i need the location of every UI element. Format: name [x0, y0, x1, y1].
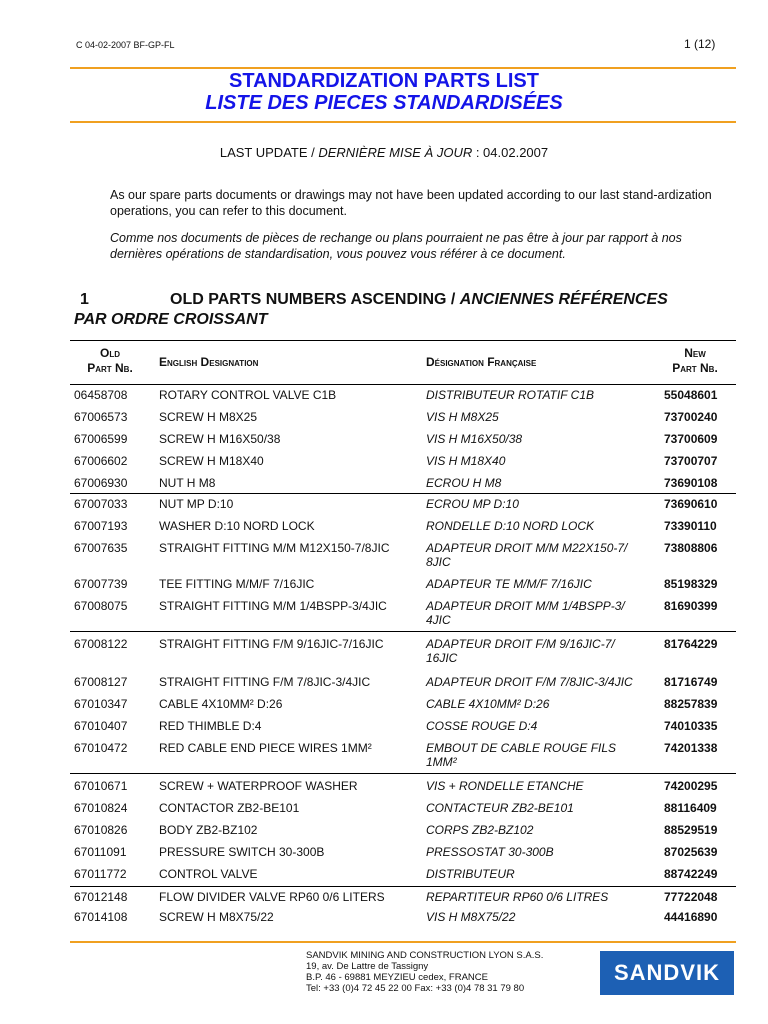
- new-part-number: 73390110: [664, 519, 717, 533]
- new-part-number: 81716749: [664, 675, 718, 689]
- french-designation: VIS + RONDELLE ETANCHE: [426, 779, 584, 793]
- intro-paragraph-en: As our spare parts documents or drawings may not have been updated according to our last stand-ardization operations, you can refer to this document.: [110, 188, 712, 218]
- english-designation: TEE FITTING M/M/F 7/16JIC: [159, 577, 315, 591]
- header-new-part-line1: New: [684, 346, 706, 360]
- title-divider: [70, 121, 736, 123]
- old-part-number: 67010472: [74, 741, 128, 755]
- doc-reference: C 04-02-2007 BF-GP-FL: [76, 40, 175, 50]
- footer-divider: [70, 941, 736, 943]
- french-designation: VIS H M16X50/38: [426, 432, 523, 446]
- old-part-number: 67010347: [74, 697, 128, 711]
- phone-fax: Tel: +33 (0)4 72 45 22 00 Fax: +33 (0)4 78 31 79 80: [306, 983, 525, 994]
- french-designation: REPARTITEUR RP60 0/6 LITRES: [426, 890, 609, 904]
- new-part-number: 81764229: [664, 637, 718, 651]
- section-title-fr-line2: PAR ORDRE CROISSANT: [74, 311, 268, 328]
- old-part-number: 67014108: [74, 910, 128, 924]
- english-designation: RED THIMBLE D:4: [159, 719, 262, 733]
- french-designation: ADAPTEUR DROIT F/M 7/8JIC-3/4JIC: [426, 675, 633, 689]
- sandvik-logo: SANDVIK: [600, 951, 734, 995]
- english-designation: NUT H M8: [159, 476, 216, 490]
- header-new-part-line2: Part Nb.: [672, 361, 718, 375]
- english-designation: CABLE 4X10MM² D:26: [159, 697, 283, 711]
- french-designation: VIS H M18X40: [426, 454, 506, 468]
- new-part-number: 55048601: [664, 388, 718, 402]
- new-part-number: 88529519: [664, 823, 718, 837]
- french-designation: ADAPTEUR TE M/M/F 7/16JIC: [426, 577, 592, 591]
- new-part-number: 73690108: [664, 476, 718, 490]
- old-part-number: 67010671: [74, 779, 128, 793]
- address-line-2: B.P. 46 - 69881 MEYZIEU cedex, FRANCE: [306, 972, 488, 983]
- english-designation: CONTACTOR ZB2-BE101: [159, 801, 300, 815]
- table-top-line: [70, 340, 736, 341]
- old-part-number: 67011091: [74, 845, 127, 859]
- new-part-number: 73700707: [664, 454, 718, 468]
- header-english: English Designation: [159, 355, 259, 369]
- header-old-part-line1: Old: [100, 346, 120, 360]
- new-part-number: 88116409: [664, 801, 717, 815]
- page-title-fr: LISTE DES PIECES STANDARDISÉES: [205, 92, 563, 114]
- english-designation: STRAIGHT FITTING F/M 7/8JIC-3/4JIC: [159, 675, 371, 689]
- old-part-number: 67010826: [74, 823, 128, 837]
- company-name: SANDVIK MINING AND CONSTRUCTION LYON S.A.S.: [306, 950, 544, 961]
- new-part-number: 88257839: [664, 697, 718, 711]
- header-french: Désignation Française: [426, 355, 537, 369]
- new-part-number: 73700240: [664, 410, 718, 424]
- group-divider: [70, 493, 736, 494]
- header-old-part: [80, 346, 140, 376]
- new-part-number: 85198329: [664, 577, 718, 591]
- new-part-number: 81690399: [664, 599, 718, 613]
- french-designation: CONTACTEUR ZB2-BE101: [426, 801, 574, 815]
- last-update-label-en: LAST UPDATE /: [219, 145, 319, 160]
- group-divider: [70, 631, 736, 632]
- old-part-number: 67006602: [74, 454, 128, 468]
- old-part-number: 67012148: [74, 890, 128, 904]
- french-designation: ECROU H M8: [426, 476, 502, 490]
- last-update-date: : 04.02.2007: [472, 145, 549, 160]
- english-designation: PRESSURE SWITCH 30-300B: [159, 845, 325, 859]
- old-part-number: 06458708: [74, 388, 128, 402]
- old-part-number: 67006573: [74, 410, 128, 424]
- section-title-fr-line1: ANCIENNES RÉFÉRENCES: [459, 291, 668, 308]
- new-part-number: 74010335: [664, 719, 718, 733]
- last-update: [0, 145, 768, 160]
- french-designation: RONDELLE D:10 NORD LOCK: [426, 519, 595, 533]
- new-part-number: 88742249: [664, 867, 718, 881]
- french-designation: PRESSOSTAT 30-300B: [426, 845, 554, 859]
- company-address: [306, 950, 543, 994]
- group-divider: [70, 773, 736, 774]
- header-divider: [70, 67, 736, 69]
- header-new-part: [660, 346, 730, 376]
- french-designation: CABLE 4X10MM² D:26: [426, 697, 550, 711]
- english-designation: RED CABLE END PIECE WIRES 1MM²: [159, 741, 372, 755]
- english-designation: SCREW H M8X75/22: [159, 910, 274, 924]
- new-part-number: 77722048: [664, 890, 718, 904]
- old-part-number: 67007739: [74, 577, 128, 591]
- french-designation: ECROU MP D:10: [426, 497, 519, 511]
- old-part-number: 67010824: [74, 801, 128, 815]
- french-designation: CORPS ZB2-BZ102: [426, 823, 534, 837]
- english-designation: SCREW H M16X50/38: [159, 432, 281, 446]
- new-part-number: 74201338: [664, 741, 718, 755]
- new-part-number: 73690610: [664, 497, 718, 511]
- old-part-number: 67008127: [74, 675, 128, 689]
- new-part-number: 73700609: [664, 432, 718, 446]
- page-number: 1 (12): [684, 37, 716, 51]
- old-part-number: 67007033: [74, 497, 128, 511]
- english-designation: FLOW DIVIDER VALVE RP60 0/6 LITERS: [159, 890, 385, 904]
- french-designation: VIS H M8X75/22: [426, 910, 516, 924]
- french-designation: DISTRIBUTEUR: [426, 867, 515, 881]
- section-number: 1: [80, 291, 89, 308]
- french-designation: DISTRIBUTEUR ROTATIF C1B: [426, 388, 595, 402]
- old-part-number: 67006599: [74, 432, 128, 446]
- english-designation: STRAIGHT FITTING M/M M12X150-7/8JIC: [159, 541, 390, 555]
- english-designation: SCREW H M8X25: [159, 410, 258, 424]
- new-part-number: 74200295: [664, 779, 718, 793]
- english-designation: WASHER D:10 NORD LOCK: [159, 519, 315, 533]
- new-part-number: 87025639: [664, 845, 718, 859]
- page-title-en: STANDARDIZATION PARTS LIST: [229, 70, 539, 92]
- new-part-number: 44416890: [664, 910, 718, 924]
- french-designation: ADAPTEUR DROIT M/M M22X150-7/ 8JIC: [426, 541, 628, 569]
- old-part-number: 67006930: [74, 476, 128, 490]
- group-divider: [70, 886, 736, 887]
- french-designation: VIS H M8X25: [426, 410, 499, 424]
- section-title-en: OLD PARTS NUMBERS ASCENDING /: [170, 291, 460, 308]
- french-designation: COSSE ROUGE D:4: [426, 719, 538, 733]
- english-designation: STRAIGHT FITTING F/M 9/16JIC-7/16JIC: [159, 637, 384, 651]
- english-designation: SCREW + WATERPROOF WASHER: [159, 779, 358, 793]
- english-designation: STRAIGHT FITTING M/M 1/4BSPP-3/4JIC: [159, 599, 387, 613]
- english-designation: CONTROL VALVE: [159, 867, 258, 881]
- old-part-number: 67008075: [74, 599, 128, 613]
- english-designation: BODY ZB2-BZ102: [159, 823, 258, 837]
- french-designation: ADAPTEUR DROIT F/M 9/16JIC-7/ 16JIC: [426, 637, 615, 665]
- new-part-number: 73808806: [664, 541, 718, 555]
- old-part-number: 67007193: [74, 519, 128, 533]
- old-part-number: 67011772: [74, 867, 127, 881]
- french-designation: EMBOUT DE CABLE ROUGE FILS 1MM²: [426, 741, 617, 769]
- section-heading: [74, 290, 668, 330]
- english-designation: ROTARY CONTROL VALVE C1B: [159, 388, 337, 402]
- old-part-number: 67010407: [74, 719, 128, 733]
- french-designation: ADAPTEUR DROIT M/M 1/4BSPP-3/ 4JIC: [426, 599, 625, 627]
- old-part-number: 67007635: [74, 541, 128, 555]
- header-old-part-line2: Part Nb.: [87, 361, 133, 375]
- english-designation: NUT MP D:10: [159, 497, 234, 511]
- english-designation: SCREW H M18X40: [159, 454, 264, 468]
- old-part-number: 67008122: [74, 637, 128, 651]
- intro-paragraph-fr: Comme nos documents de pièces de rechange ou plans pourraient ne pas être à jour par rapport à nos dernières opérations de standardisation, vous pouvez vous référer à ce document.: [110, 231, 682, 261]
- last-update-label-fr: DERNIÈRE MISE À JOUR: [318, 145, 473, 160]
- address-line-1: 19, av. De Lattre de Tassigny: [306, 961, 429, 972]
- header-bottom-line: [70, 384, 736, 385]
